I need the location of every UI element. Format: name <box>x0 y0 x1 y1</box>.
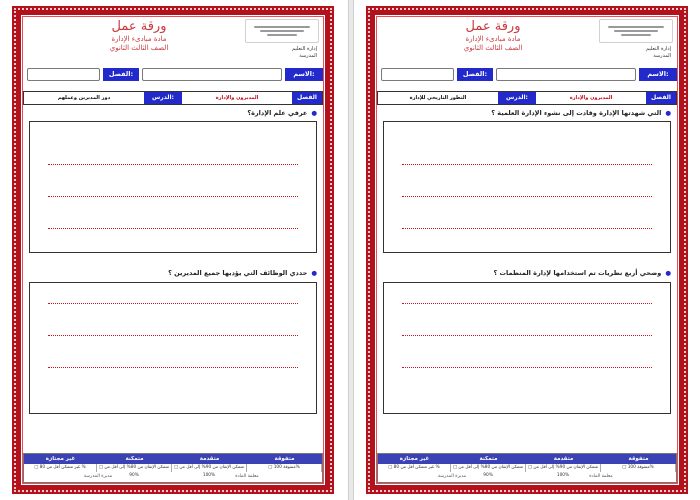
answer-line <box>402 196 652 197</box>
teacher-signature: معلمة المادة <box>589 474 613 479</box>
bullet-icon: ● <box>311 109 317 117</box>
grade-note[interactable]: □ غير متمكن أقل من 80 % <box>378 464 451 472</box>
answer-line <box>402 303 652 304</box>
student-info-row <box>377 68 677 84</box>
directorate-label: إدارة التعليم <box>292 46 317 52</box>
grade-note[interactable]: □ متفوقة 100% <box>601 464 676 472</box>
answer-box-1[interactable] <box>383 121 671 253</box>
class-label: الفصل: <box>103 68 139 81</box>
class-field[interactable] <box>381 68 454 81</box>
question-1-text: عرفي علم الإدارة؟ <box>247 109 308 117</box>
answer-box-2[interactable] <box>383 282 671 414</box>
name-field[interactable] <box>142 68 282 81</box>
lesson-name: دور المديرين وعملهم <box>57 95 111 101</box>
school-label: المدرسة <box>299 53 317 59</box>
sheet-header <box>377 17 677 67</box>
school-info <box>292 46 317 60</box>
chapter-label: الفصل <box>292 92 322 104</box>
grade-level: متمكنة <box>451 454 526 464</box>
principal-signature: مديرة المدرسة <box>83 474 113 479</box>
answer-line <box>48 196 298 197</box>
name-label: الاسم: <box>285 68 323 81</box>
question-1 <box>247 109 317 117</box>
lesson-row <box>23 91 323 105</box>
grade-text: الصف الثالث الثانوي <box>109 44 169 52</box>
answer-line <box>48 228 298 229</box>
page-divider <box>348 0 354 500</box>
grading-table <box>377 453 677 483</box>
grade-level: متمكنة <box>97 454 172 464</box>
bullet-icon: ● <box>665 269 671 277</box>
grade-level: متقدمة <box>526 454 601 464</box>
answer-line <box>48 367 298 368</box>
question-2 <box>168 269 317 277</box>
grade-note[interactable]: □ متمكن الإتقان من 80% إلى أقل من 90% <box>451 464 526 472</box>
name-label: الاسم: <box>639 68 677 81</box>
class-label: الفصل: <box>457 68 493 81</box>
answer-line <box>48 335 298 336</box>
principal-signature: مديرة المدرسة <box>437 474 467 479</box>
school-info <box>646 46 671 60</box>
ministry-logo <box>245 19 319 43</box>
grade-note[interactable]: □ غير متمكن أقل من 80 % <box>24 464 97 472</box>
answer-line <box>402 335 652 336</box>
grade-level: غير مجتازة <box>24 454 97 464</box>
question-2 <box>493 269 671 277</box>
class-field[interactable] <box>27 68 100 81</box>
chapter-label: الفصل <box>646 92 676 104</box>
chapter-name: المديرون والإدارة <box>215 95 259 101</box>
name-field[interactable] <box>496 68 636 81</box>
student-info-row <box>23 68 323 84</box>
grade-note[interactable]: □ متمكن الإتقان من 80% إلى أقل من 90% <box>97 464 172 472</box>
question-1-text: التي شهدتها الإدارة وقادت إلى نشوء الإدارة العلمية ؟ <box>491 109 662 117</box>
answer-line <box>402 164 652 165</box>
grade-level: غير مجتازة <box>378 454 451 464</box>
title-text: ورقة عمل <box>111 19 167 34</box>
bullet-icon: ● <box>311 269 317 277</box>
ministry-logo <box>599 19 673 43</box>
grade-level: متفوقة <box>247 454 322 464</box>
sheet-header <box>23 17 323 67</box>
subject-text: مادة مبادىء الإدارة <box>465 35 521 43</box>
lesson-label: الدرس: <box>498 92 536 104</box>
grade-note[interactable]: □ متمكن الإتقان من 90% إلى أقل من 100% <box>172 464 247 472</box>
sheet-title <box>423 19 563 53</box>
title-text: ورقة عمل <box>465 19 521 34</box>
grade-level: متقدمة <box>172 454 247 464</box>
bullet-icon: ● <box>665 109 671 117</box>
grade-text: الصف الثالث الثانوي <box>463 44 523 52</box>
question-1 <box>491 109 671 117</box>
worksheet-left <box>12 6 334 494</box>
directorate-label: إدارة التعليم <box>646 46 671 52</box>
lesson-name: التطور التاريخي للإدارة <box>409 95 467 101</box>
answer-line <box>48 303 298 304</box>
sheet-title <box>69 19 209 53</box>
answer-box-2[interactable] <box>29 282 317 414</box>
answer-line <box>402 367 652 368</box>
answer-line <box>402 228 652 229</box>
question-2-text: حددي الوظائف التي يؤديها جميع المديرين ؟ <box>168 269 308 277</box>
teacher-signature: معلمة المادة <box>235 474 259 479</box>
chapter-name: المديرون والإدارة <box>569 95 613 101</box>
grading-table <box>23 453 323 483</box>
worksheet-right <box>366 6 688 494</box>
lesson-label: الدرس: <box>144 92 182 104</box>
answer-box-1[interactable] <box>29 121 317 253</box>
grade-note[interactable]: □ متفوقة 100% <box>247 464 322 472</box>
subject-text: مادة مبادىء الإدارة <box>111 35 167 43</box>
answer-line <box>48 164 298 165</box>
grade-note[interactable]: □ متمكن الإتقان من 90% إلى أقل من 100% <box>526 464 601 472</box>
question-2-text: وضحي أربع نظريات تم استخدامها لإدارة المنظمات ؟ <box>493 269 662 277</box>
grade-level: متفوقة <box>601 454 676 464</box>
school-label: المدرسة <box>653 53 671 59</box>
lesson-row <box>377 91 677 105</box>
